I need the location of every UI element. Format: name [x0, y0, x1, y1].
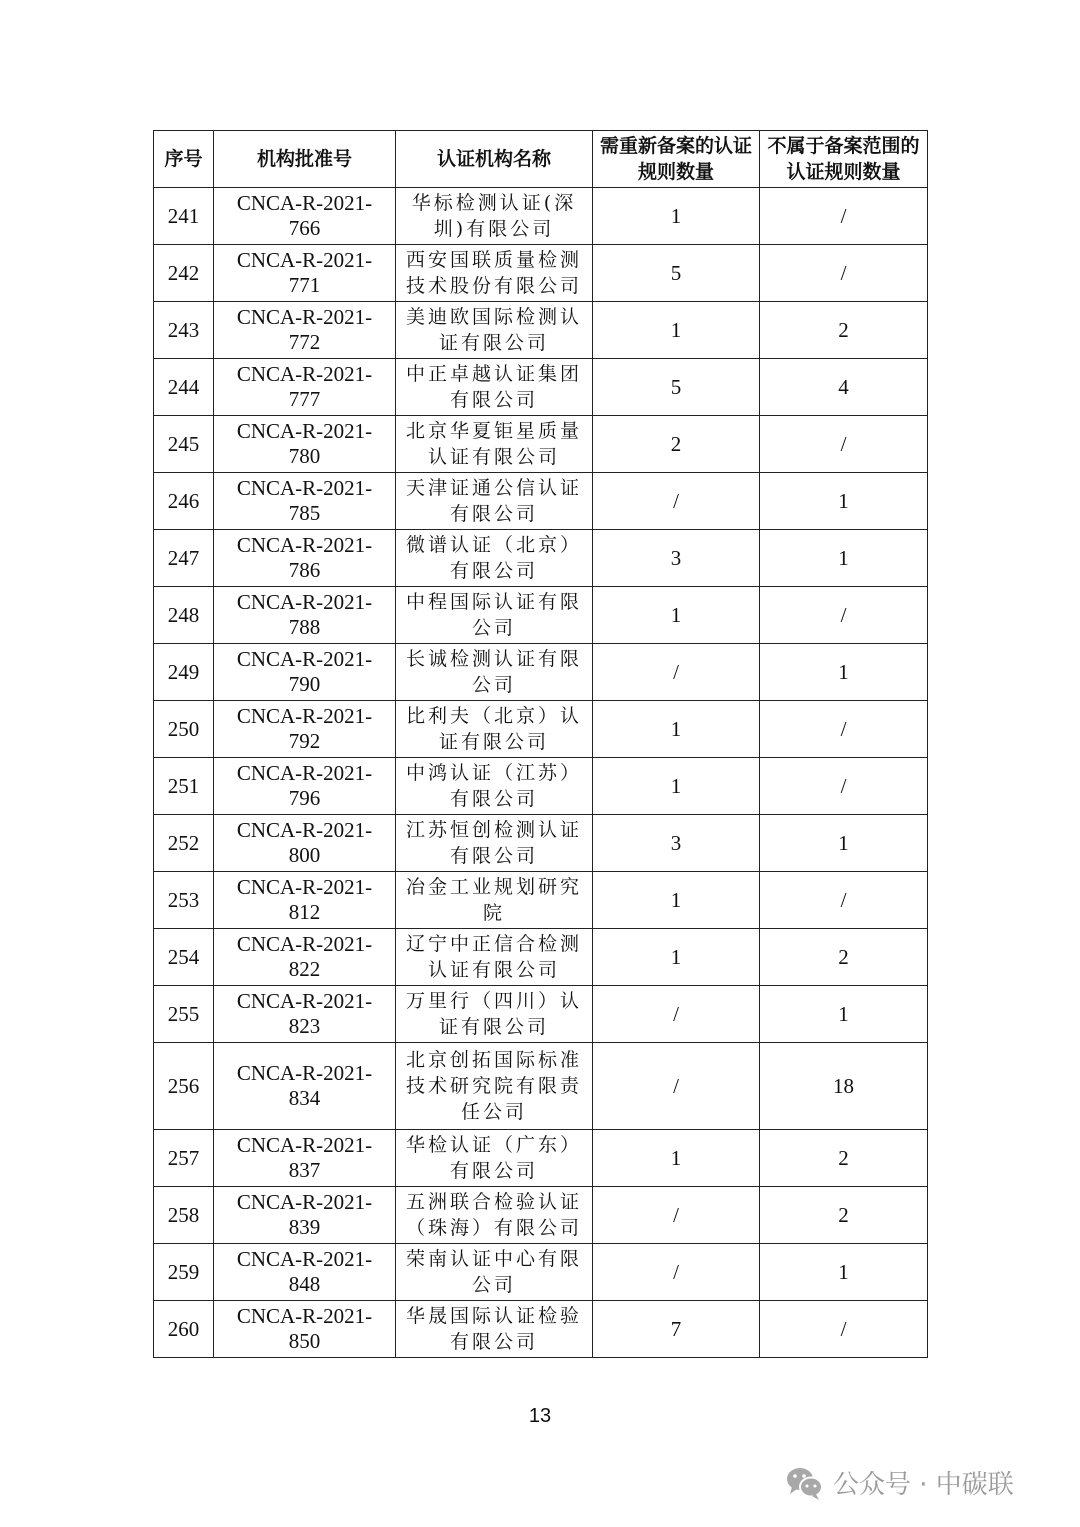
cell-outofscope-count: / — [760, 188, 928, 245]
code-suffix: 839 — [288, 1215, 321, 1239]
cell-outofscope-count: 1 — [760, 1244, 928, 1301]
table-row — [154, 473, 928, 530]
code-prefix: CNCA-R-2021- — [236, 704, 373, 728]
cell-no: 257 — [154, 1130, 214, 1187]
code-prefix: CNCA-R-2021- — [236, 1247, 373, 1271]
cell-no: 252 — [154, 815, 214, 872]
cell-refile-count: 1 — [593, 929, 760, 986]
header-outofscope-count — [760, 131, 928, 188]
cell-outofscope-count: 2 — [760, 1130, 928, 1187]
table-header-row — [154, 131, 928, 188]
table-row — [154, 359, 928, 416]
code-suffix: 777 — [288, 387, 321, 411]
cell-outofscope-count: / — [760, 758, 928, 815]
cell-refile-count: 5 — [593, 245, 760, 302]
code-prefix: CNCA-R-2021- — [236, 191, 373, 215]
cell-org-name: 长诚检测认证有限公司 — [396, 644, 593, 701]
table-row — [154, 701, 928, 758]
header-name: 认证机构名称 — [396, 131, 593, 188]
cell-outofscope-count: 2 — [760, 929, 928, 986]
cell-code — [214, 872, 396, 929]
cell-org-name: 江苏恒创检测认证有限公司 — [396, 815, 593, 872]
code-suffix: 850 — [288, 1329, 321, 1353]
table-row — [154, 986, 928, 1043]
header-no: 序号 — [154, 131, 214, 188]
cell-org-name: 华晟国际认证检验有限公司 — [396, 1301, 593, 1358]
cell-no: 249 — [154, 644, 214, 701]
code-suffix: 771 — [288, 273, 321, 297]
cell-no: 248 — [154, 587, 214, 644]
table-row — [154, 815, 928, 872]
cell-no: 244 — [154, 359, 214, 416]
code-prefix: CNCA-R-2021- — [236, 533, 373, 557]
header-refile-text: 需重新备案的认证规则数量 — [599, 135, 752, 183]
code-suffix: 772 — [288, 330, 321, 354]
table-row — [154, 758, 928, 815]
cell-outofscope-count: 2 — [760, 1187, 928, 1244]
cell-code — [214, 188, 396, 245]
cell-code — [214, 1244, 396, 1301]
cell-refile-count: 1 — [593, 188, 760, 245]
cell-refile-count: 1 — [593, 701, 760, 758]
code-prefix: CNCA-R-2021- — [236, 590, 373, 614]
cell-refile-count: 1 — [593, 587, 760, 644]
table-row — [154, 1301, 928, 1358]
table-row — [154, 302, 928, 359]
cell-refile-count: / — [593, 986, 760, 1043]
cell-no: 251 — [154, 758, 214, 815]
code-suffix: 823 — [288, 1014, 321, 1038]
cell-org-name: 比利夫（北京）认证有限公司 — [396, 701, 593, 758]
code-suffix: 822 — [288, 957, 321, 981]
cell-outofscope-count: 18 — [760, 1043, 928, 1130]
watermark — [785, 1464, 1014, 1501]
cell-code — [214, 1130, 396, 1187]
table-row — [154, 245, 928, 302]
table-row — [154, 188, 928, 245]
code-suffix: 837 — [288, 1158, 321, 1182]
table-row — [154, 1043, 928, 1130]
code-suffix: 848 — [288, 1272, 321, 1296]
code-prefix: CNCA-R-2021- — [236, 875, 373, 899]
cell-org-name: 中鸿认证（江苏）有限公司 — [396, 758, 593, 815]
code-prefix: CNCA-R-2021- — [236, 362, 373, 386]
cell-org-name: 冶金工业规划研究院 — [396, 872, 593, 929]
wechat-icon — [785, 1465, 825, 1501]
cell-no: 250 — [154, 701, 214, 758]
cell-org-name: 天津证通公信认证有限公司 — [396, 473, 593, 530]
table-row — [154, 1244, 928, 1301]
cell-outofscope-count: / — [760, 1301, 928, 1358]
cell-code — [214, 1043, 396, 1130]
code-prefix: CNCA-R-2021- — [236, 647, 373, 671]
cell-outofscope-count: 1 — [760, 644, 928, 701]
code-prefix: CNCA-R-2021- — [236, 1190, 373, 1214]
cell-org-name: 辽宁中正信合检测认证有限公司 — [396, 929, 593, 986]
header-outofscope-text: 不属于备案范围的认证规则数量 — [767, 135, 920, 183]
cell-refile-count: / — [593, 1244, 760, 1301]
code-suffix: 788 — [288, 615, 321, 639]
code-prefix: CNCA-R-2021- — [236, 818, 373, 842]
header-refile-count — [593, 131, 760, 188]
cell-refile-count: 1 — [593, 758, 760, 815]
cell-code — [214, 815, 396, 872]
cell-code — [214, 758, 396, 815]
cell-refile-count: 5 — [593, 359, 760, 416]
code-prefix: CNCA-R-2021- — [236, 419, 373, 443]
cell-outofscope-count: / — [760, 245, 928, 302]
code-prefix: CNCA-R-2021- — [236, 305, 373, 329]
cell-org-name: 华标检测认证(深圳)有限公司 — [396, 188, 593, 245]
cell-refile-count: 1 — [593, 1130, 760, 1187]
table-row — [154, 587, 928, 644]
cell-outofscope-count: / — [760, 416, 928, 473]
cell-code — [214, 245, 396, 302]
cell-refile-count: / — [593, 1187, 760, 1244]
code-suffix: 766 — [288, 216, 321, 240]
certification-table — [153, 130, 928, 1358]
cell-no: 256 — [154, 1043, 214, 1130]
code-suffix: 780 — [288, 444, 321, 468]
cell-no: 245 — [154, 416, 214, 473]
cell-code — [214, 530, 396, 587]
cell-code — [214, 644, 396, 701]
cell-no: 242 — [154, 245, 214, 302]
cell-no: 241 — [154, 188, 214, 245]
cell-code — [214, 473, 396, 530]
cell-code — [214, 587, 396, 644]
cell-no: 254 — [154, 929, 214, 986]
cell-no: 246 — [154, 473, 214, 530]
code-suffix: 790 — [288, 672, 321, 696]
table-row — [154, 416, 928, 473]
code-suffix: 796 — [288, 786, 321, 810]
cell-outofscope-count: 2 — [760, 302, 928, 359]
watermark-text: 公众号 · 中碳联 — [833, 1470, 1014, 1500]
cell-refile-count: / — [593, 644, 760, 701]
code-suffix: 785 — [288, 501, 321, 525]
cell-outofscope-count: / — [760, 872, 928, 929]
cell-outofscope-count: 1 — [760, 815, 928, 872]
cell-outofscope-count: / — [760, 587, 928, 644]
cell-org-name: 荣南认证中心有限公司 — [396, 1244, 593, 1301]
cell-org-name: 华检认证（广东）有限公司 — [396, 1130, 593, 1187]
cell-code — [214, 929, 396, 986]
cell-org-name: 美迪欧国际检测认证有限公司 — [396, 302, 593, 359]
cell-org-name: 微谱认证（北京）有限公司 — [396, 530, 593, 587]
page-number: 13 — [528, 1405, 552, 1427]
header-code: 机构批准号 — [214, 131, 396, 188]
cell-no: 253 — [154, 872, 214, 929]
cell-no: 247 — [154, 530, 214, 587]
cell-code — [214, 701, 396, 758]
code-suffix: 800 — [288, 843, 321, 867]
cell-org-name: 西安国联质量检测技术股份有限公司 — [396, 245, 593, 302]
code-suffix: 812 — [288, 900, 321, 924]
table-row — [154, 872, 928, 929]
cell-no: 260 — [154, 1301, 214, 1358]
cell-code — [214, 302, 396, 359]
cell-no: 243 — [154, 302, 214, 359]
cell-org-name: 北京创拓国际标准技术研究院有限责任公司 — [396, 1043, 593, 1130]
cell-outofscope-count: 1 — [760, 530, 928, 587]
code-suffix: 786 — [288, 558, 321, 582]
code-prefix: CNCA-R-2021- — [236, 1133, 373, 1157]
cell-code — [214, 1301, 396, 1358]
cell-outofscope-count: / — [760, 701, 928, 758]
cell-refile-count: 3 — [593, 530, 760, 587]
cell-code — [214, 359, 396, 416]
cell-refile-count: / — [593, 473, 760, 530]
cell-no: 259 — [154, 1244, 214, 1301]
table-row — [154, 644, 928, 701]
cell-outofscope-count: 1 — [760, 986, 928, 1043]
code-prefix: CNCA-R-2021- — [236, 1304, 373, 1328]
code-prefix: CNCA-R-2021- — [236, 932, 373, 956]
cell-no: 258 — [154, 1187, 214, 1244]
cell-outofscope-count: 4 — [760, 359, 928, 416]
cell-org-name: 中程国际认证有限公司 — [396, 587, 593, 644]
cell-refile-count: 2 — [593, 416, 760, 473]
code-suffix: 792 — [288, 729, 321, 753]
cell-org-name: 北京华夏钜星质量认证有限公司 — [396, 416, 593, 473]
cell-org-name: 五洲联合检验认证（珠海）有限公司 — [396, 1187, 593, 1244]
code-prefix: CNCA-R-2021- — [236, 476, 373, 500]
cell-refile-count: 1 — [593, 872, 760, 929]
cell-refile-count: / — [593, 1043, 760, 1130]
cell-refile-count: 1 — [593, 302, 760, 359]
table-row — [154, 1187, 928, 1244]
table-row — [154, 1130, 928, 1187]
cell-code — [214, 986, 396, 1043]
cell-refile-count: 7 — [593, 1301, 760, 1358]
cell-org-name: 万里行（四川）认证有限公司 — [396, 986, 593, 1043]
cell-no: 255 — [154, 986, 214, 1043]
code-prefix: CNCA-R-2021- — [236, 248, 373, 272]
table-row — [154, 929, 928, 986]
table-row — [154, 530, 928, 587]
cell-code — [214, 416, 396, 473]
cell-code — [214, 1187, 396, 1244]
code-prefix: CNCA-R-2021- — [236, 761, 373, 785]
cell-refile-count: 3 — [593, 815, 760, 872]
code-prefix: CNCA-R-2021- — [236, 989, 373, 1013]
code-suffix: 834 — [288, 1086, 321, 1110]
code-prefix: CNCA-R-2021- — [236, 1061, 373, 1085]
cell-org-name: 中正卓越认证集团有限公司 — [396, 359, 593, 416]
cell-outofscope-count: 1 — [760, 473, 928, 530]
